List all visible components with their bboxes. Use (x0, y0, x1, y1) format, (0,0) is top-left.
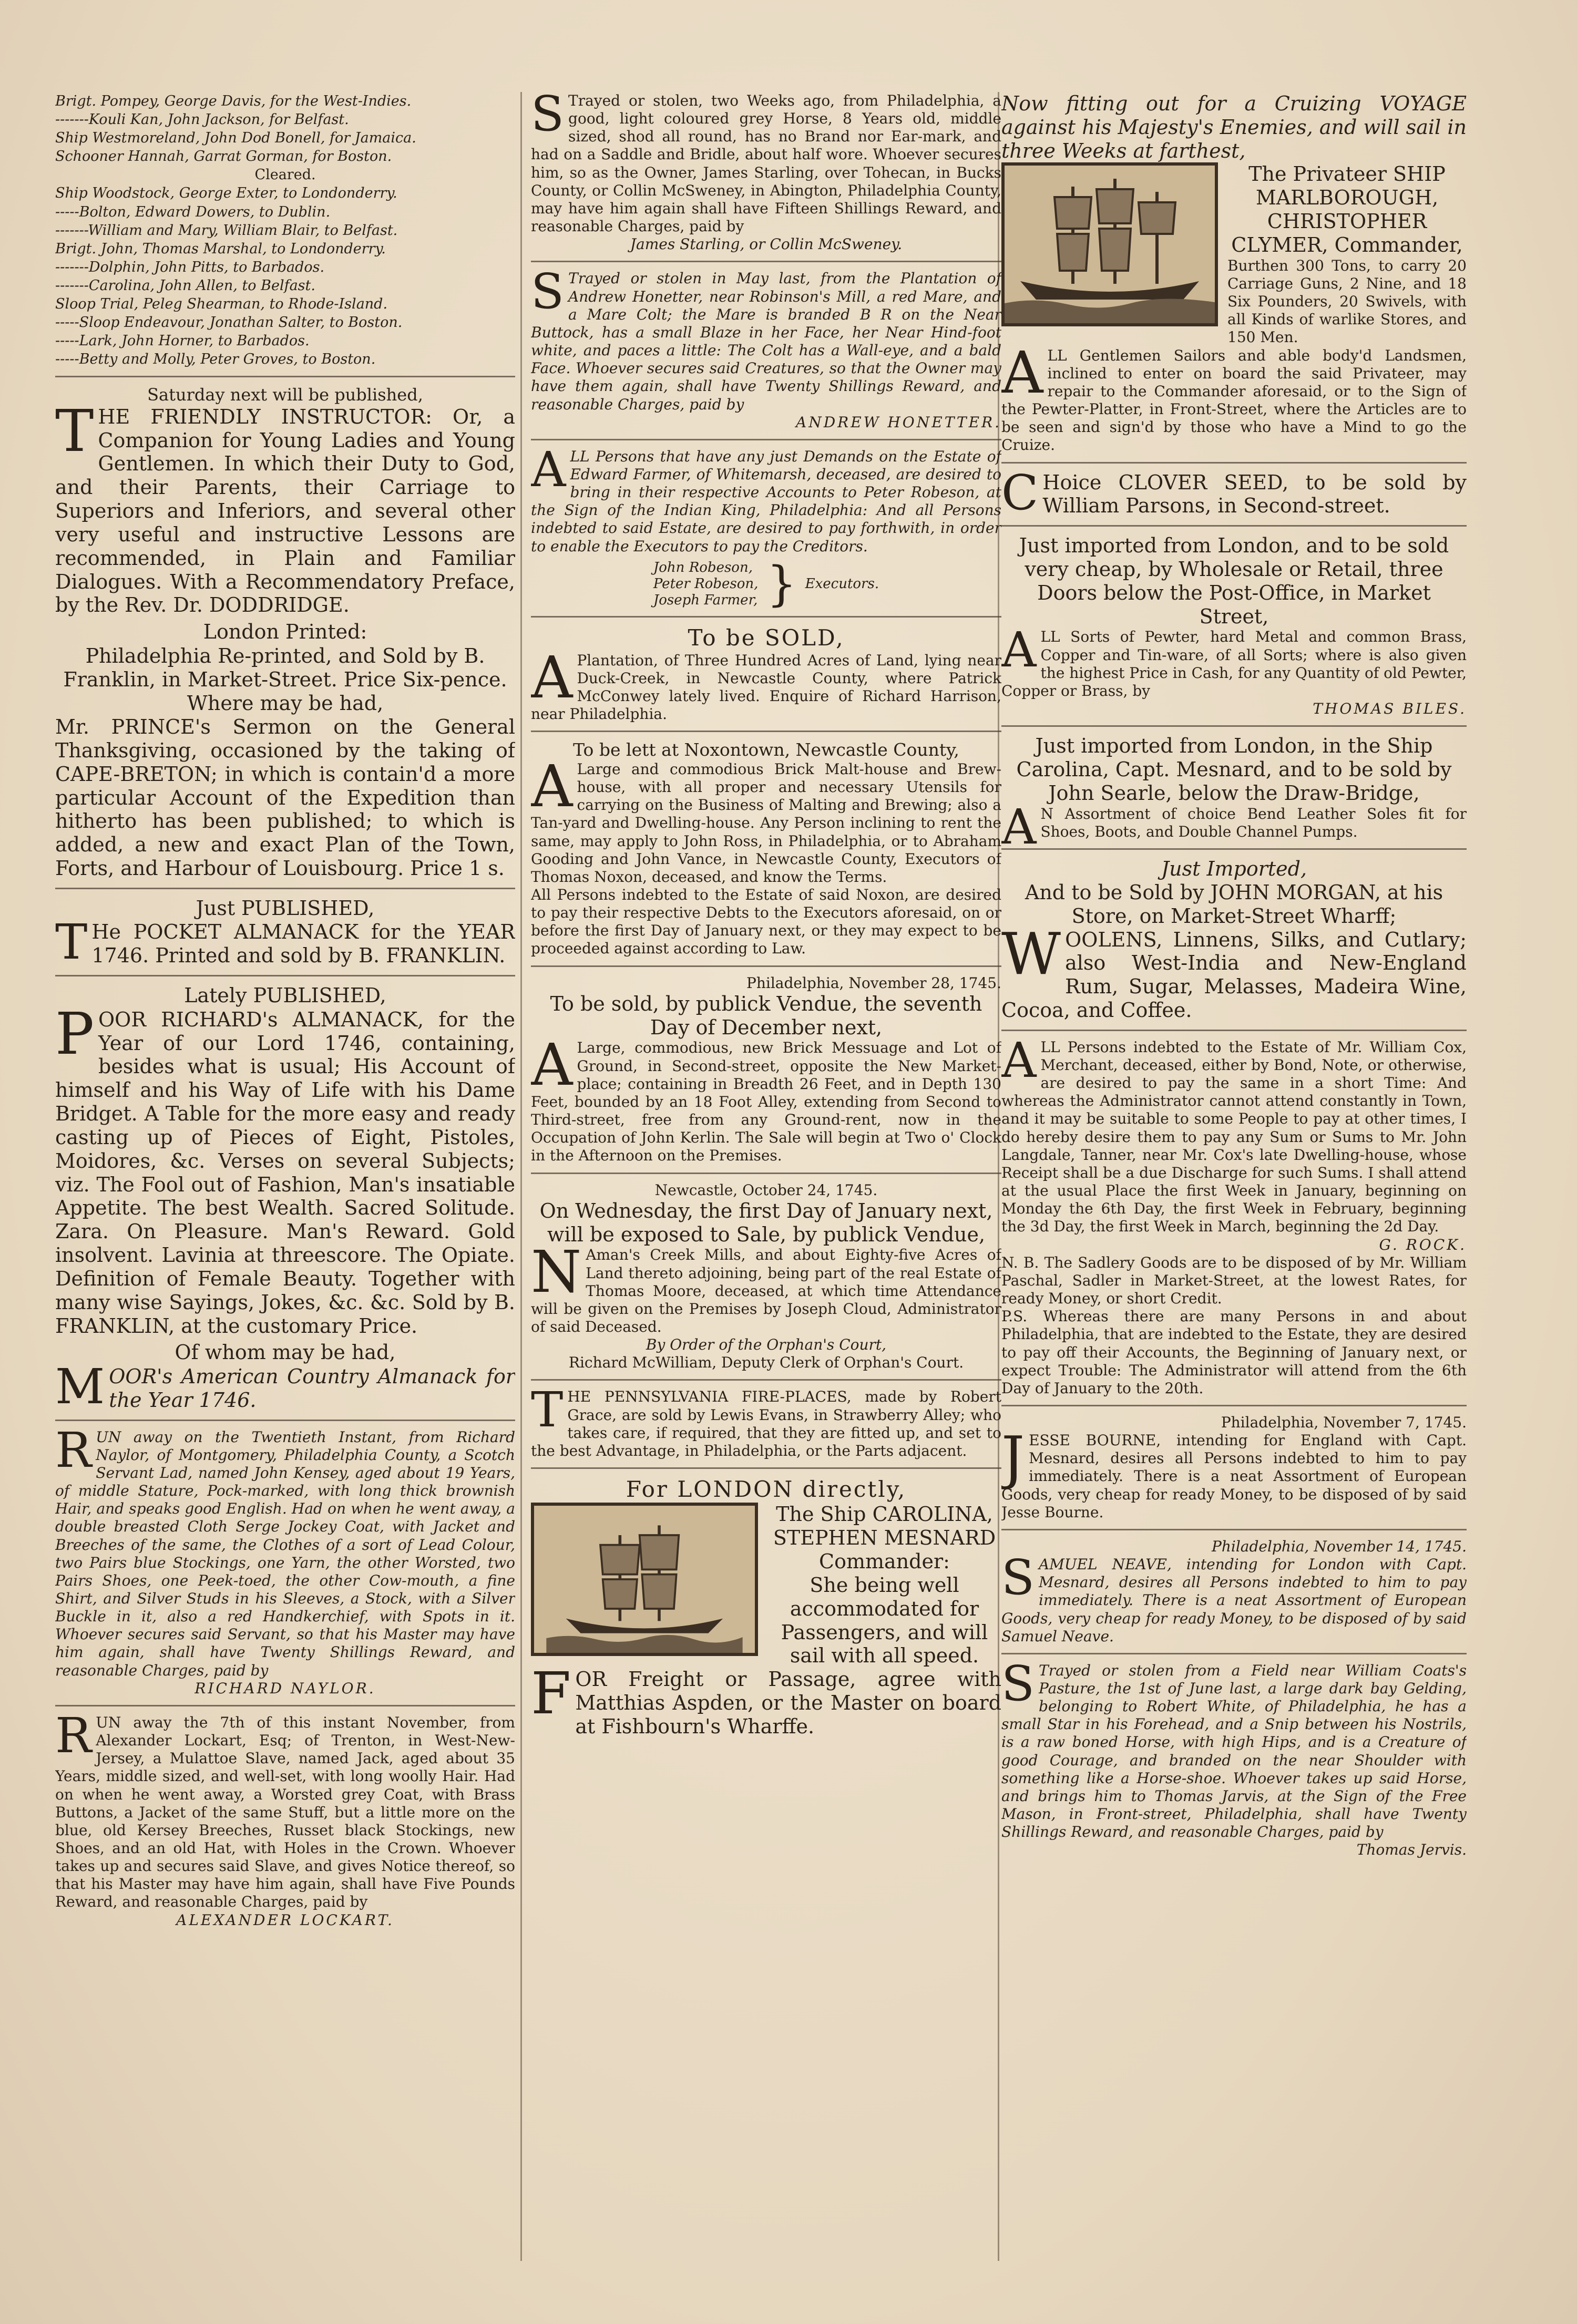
divider (1001, 848, 1467, 850)
divider (55, 1705, 515, 1706)
stolen-mare-ad (531, 263, 1001, 431)
freight-notice: OR Freight or Passage, agree with Matthias Aspden, or the Master on board at Fishbourn's Wharffe. (575, 1668, 1001, 1738)
ad-body: HE FRIENDLY INSTRUCTOR: Or, a Companion for Young Ladies and Young Gentlemen. In which their Duty to God, and their Parents, their Carriage to Superiors and Inferiors, and several other very useful and instructive Lessons are recommended, in Plain and Familiar Dialogues. With a Recommendatory Preface, by the Rev. Dr. DODDRIDGE. (55, 405, 515, 617)
noxon-notice: All Persons indebted to the Estate of said Noxon, are desired to pay their respective Debts to the Executors aforesaid, on or before the first Day of January next, or they may expect to be proceeded against according to Law. (531, 886, 1001, 958)
ad-body: ESSE BOURNE, intending for England with Capt. Mesnard, desires all Persons indebted to him to pay immediately. There is a neat Assortment of European Goods, very cheap for ready Money, to be disposed of by said Jesse Bourne. (1001, 1432, 1467, 1521)
drop-cap: A (531, 1031, 573, 1099)
for-london-heading: For LONDON directly, (626, 1476, 907, 1503)
executor-name: Peter Robeson, (653, 575, 759, 592)
ad-body: Burthen 300 Tons, to carry 20 Carriage Guns, 2 Nine, and 18 Six Pounders, 20 Swivels, with all Kinds of warlike Stores, and 150 Men. (1227, 256, 1467, 346)
shipping-entry: -------Kouli Kan, John Jackson, for Belfast. (55, 111, 349, 128)
shipping-entry: Brigt. John, Thomas Marshal, to Londonderry. (55, 240, 386, 257)
drop-cap: S (1001, 1655, 1035, 1712)
drop-cap: A (1001, 1032, 1037, 1088)
just-published: Just PUBLISHED, (196, 896, 375, 920)
drop-cap: A (1001, 798, 1037, 855)
dateline: Philadelphia, November 7, 1745. (1221, 1413, 1467, 1431)
privateer-illustration (1005, 166, 1215, 323)
drop-cap: A (531, 643, 573, 711)
divider (531, 616, 1001, 618)
ad-body: Plantation, of Three Hundred Acres of Land, lying near Duck-Creek, in Newcastle County, where Patrick McConwey lately lived. Enquire of Richard Harrison, near Philadelphia. (531, 651, 1001, 723)
ad-body: Trayed or stolen in May last, from the Plantation of Andrew Honetter, near Robinson's Mill, a red Mare, and a Mare Colt; the Mare is branded B R on the Near Buttock, has a small Blaze in her Face, her Near Hind-foot white, and paces a little: The Colt has a Wall-eye, and a bald Face. Whoever secures said Creatures, so that the Owner may have them again, shall have Twenty Shillings Reward, and reasonable Charges, paid by (531, 270, 1001, 413)
ship-illustration (534, 1506, 755, 1653)
column-2 (531, 92, 1001, 2261)
whom-had: Of whom may be had, (175, 1341, 396, 1364)
ad-body: N Assortment of choice Bend Leather Soles fit for Shoes, Boots, and Double Channel Pumps. (1040, 805, 1467, 840)
executors-block (531, 556, 1001, 612)
drop-cap: S (531, 263, 565, 320)
signature: ANDREW HONETTER. (796, 413, 1001, 431)
divider (55, 376, 515, 377)
drop-cap: W (1001, 920, 1061, 988)
divider (531, 1467, 1001, 1469)
drop-cap: S (531, 92, 565, 142)
ad-body: AMUEL NEAVE, intending for London with Capt. Mesnard, desires all Persons indebted to him to pay immediately. There is a neat Assortment of European Goods, very cheap for ready Money, to be disposed of by said Samuel Neave. (1001, 1556, 1467, 1645)
privateer-ad (1001, 162, 1467, 454)
dateline: Newcastle, October 24, 1745. (654, 1181, 878, 1199)
shipping-entry: -----Sloop Endeavour, Jonathan Salter, to Boston. (55, 314, 403, 331)
column-rule (520, 92, 522, 2261)
mills-ad (531, 1238, 1001, 1372)
woolens-ad (1001, 920, 1467, 1022)
just-imported: Just Imported, (1161, 857, 1307, 881)
ad-body: LL Sorts of Pewter, hard Metal and common Brass, Copper and Tin-ware, of all Sorts; where is also given the highest Price in Cash, for any Quantity of old Pewter, Copper or Brass, by (1001, 628, 1467, 700)
divider (531, 731, 1001, 732)
signature: THOMAS BILES. (1313, 700, 1467, 718)
drop-cap: A (1001, 338, 1043, 406)
divider (531, 261, 1001, 262)
drop-cap: M (55, 1358, 105, 1415)
executor-name: John Robeson, (653, 559, 753, 575)
leather-heading: Just imported from London, in the Ship Carolina, Capt. Mesnard, and to be sold by John Searle, below the Draw-Bridge, (1016, 734, 1452, 805)
divider (55, 1420, 515, 1421)
ad-body: He POCKET ALMANACK for the YEAR 1746. Printed and sold by B. FRANKLIN. (91, 920, 515, 968)
ad-body: HE PENNSYLVANIA FIRE-PLACES, made by Robert Grace, are sold by Lewis Evans, in Strawberry Alley; who takes care, if required, that they are fitted up, and set to the best Advantage, in Philadelphia, or the Parts adjacent. (531, 1388, 1001, 1459)
prince-sermon: Mr. PRINCE's Sermon on the General Thanksgiving, occasioned by the taking of CAPE-BRETON; in which is contain'd a more particular Account of the Expedition than hitherto has been published; to which is added, a new and exact Plan of the Town, Forts, and Harbour of Louisbourg. Price 1 s. (55, 715, 515, 880)
brick-messuage-ad (531, 1031, 1001, 1165)
signature: ALEXANDER LOCKART. (176, 1911, 394, 1929)
malt-house-ad (531, 752, 1001, 958)
runaway-servant-ad (55, 1422, 515, 1698)
drop-cap: A (531, 752, 573, 820)
divider (531, 1379, 1001, 1381)
divider (531, 1173, 1001, 1174)
london-printed: London Printed: (203, 620, 367, 644)
newcastle-heading: On Wednesday, the first Day of January next, will be exposed to Sale, by publick Vendue, (539, 1199, 993, 1246)
shipping-list (55, 92, 515, 368)
nota-bene: N. B. The Sadlery Goods are to be disposed of by Mr. William Paschal, Sadler in Market-Street, at the lowest Rates, for ready Money, or short Credit. (1001, 1253, 1467, 1308)
divider (55, 975, 515, 976)
lately-published: Lately PUBLISHED, (184, 984, 386, 1007)
ship-woodcut (531, 1503, 758, 1656)
drop-cap: A (531, 441, 566, 498)
fire-places-ad (531, 1382, 1001, 1460)
postscript: P.S. Whereas there are many Persons in and about Philadelphia, that are indebted to the Estate, they are desired to pay off their Accounts, the Beginning of January next, or expect Trouble: The Administrator will attend from the 6th Day of January to the 20th. (1001, 1308, 1467, 1397)
drop-cap: T (55, 397, 94, 465)
brace-glyph: } (766, 556, 797, 612)
drop-cap: F (531, 1660, 571, 1727)
executors-label: Executors. (805, 575, 879, 592)
drop-cap: S (1001, 1549, 1035, 1606)
ad-body: OOLENS, Linnens, Silks, and Cutlary; also West-India and New-England Rum, Sugar, Melasses, Madeira Wine, Cocoa, and Coffee. (1001, 928, 1467, 1022)
drop-cap: J (1001, 1424, 1025, 1492)
ad-body: Trayed or stolen, two Weeks ago, from Philadelphia, a good, light coloured grey Horse, 8 Years old, middle sized, shod all round, has no Brand nor Ear-mark, and had on a Saddle and Bridle, about half wore. Whoever secures him, so as the Owner, James Starling, over Tohecan, in Bucks County, or Collin McSweney, in Abington, Philadelphia County, may have him again shall have Fifteen Shillings Reward, and reasonable Charges, paid by (531, 92, 1001, 235)
farmer-estate-ad (531, 441, 1001, 612)
vendue-heading: To be sold, by publick Vendue, the seventh Day of December next, (550, 992, 982, 1039)
shipping-entry: -----Betty and Molly, Peter Groves, to Boston. (55, 351, 376, 368)
shipping-entry: Brigt. Pompey, George Davis, for the West-Indies. (55, 93, 412, 109)
divider (1001, 1529, 1467, 1530)
drop-cap: T (55, 914, 88, 971)
ship-name: The Ship CAROLINA, STEPHEN MESNARD Commander: (773, 1503, 996, 1574)
shipping-entry: Sloop Trial, Peleg Shearman, to Rhode-Island. (55, 296, 388, 313)
ad-body: Aman's Creek Mills, and about Eighty-five Acres of Land thereto adjoining, being part of the real Estate of Thomas Moore, deceased, at which time Attendance will be given on the Premises by Joseph Cloud, Administrator of said Deceased. (531, 1246, 1001, 1335)
divider (531, 965, 1001, 967)
divider (1001, 1653, 1467, 1654)
dateline: Philadelphia, November 28, 1745. (746, 974, 1001, 992)
bourne-ad (1001, 1424, 1467, 1521)
pewter-ad (1001, 622, 1467, 718)
executor-names (653, 560, 759, 609)
reprinted-line: Philadelphia Re-printed, and Sold by B. Franklin, in Market-Street. Price Six-pence. (63, 644, 507, 691)
pewter-heading: Just imported from London, and to be sold very cheap, by Wholesale or Retail, three Doors below the Post-Office, in Market Street, (1019, 534, 1449, 628)
cox-estate-ad (1001, 1032, 1467, 1397)
executor-name: Joseph Farmer, (653, 592, 758, 609)
signature: Thomas Jervis. (1356, 1841, 1467, 1859)
sailors-notice: LL Gentlemen Sailors and able body'd Landsmen, inclined to enter on board the said Privateer, may repair to the Commander aforesaid, or to the Sign of the Pewter-Platter, in Front-Street, where the Articles are to be seen and sign'd by those who have a Mind to go the Cruize. (1001, 346, 1467, 454)
ad-body: UN away the 7th of this instant November, from Alexander Lockart, Esq; of Trenton, in West-New-Jersey, a Mulattoe Slave, named Jack, aged about 35 Years, middle sized, and well-set, with long woolly Hair. Had on when he went away, a Worsted grey Coat, with Brass Buttons, a Jacket of the same Stuff, but a little more on the blue, old Kersey Breeches, Russet black Stockings, new Shoes, and an old Hat, with Holes in the Crown. Whoever takes up and secures said Slave, and gives Notice thereof, so that his Master may have him again, shall have Five Pounds Reward, and reasonable Charges, paid by (55, 1713, 515, 1911)
drop-cap: R (55, 1422, 92, 1478)
divider (1001, 462, 1467, 464)
divider (55, 888, 515, 889)
ad-body: She being well accommodated for Passengers, and will sail with all speed. (781, 1573, 988, 1668)
carolina-ad (531, 1503, 1001, 1738)
drop-cap: R (55, 1707, 92, 1764)
stolen-horse-ad (531, 92, 1001, 253)
divider (1001, 525, 1467, 527)
signature: James Starling, or Collin McSweney. (630, 235, 903, 253)
ad-body: LL Persons indebted to the Estate of Mr. William Cox, Merchant, deceased, either by Bond, Note, or otherwise, are desired to pay the same in a short Time: And whereas the Administrator cannot attend constantly in Town, and it may be suitable to some People to pay at other times, I do hereby desire them to pay any Sum or Sums to Mr. John Langdale, Tanner, near Mr. Cox's late Dwelling-house, whose Receipt shall be a due Discharge for such Sums. I shall attend at the usual Place the first Week in January, beginning on Monday the 6th Day, the first Week in February, beginning the 3d Day, the first Week in March, beginning the 2d Day. (1001, 1038, 1467, 1236)
divider (531, 439, 1001, 440)
friendly-instructor-ad (55, 397, 515, 617)
moor-almanack-ad (55, 1358, 515, 1415)
drop-cap: P (55, 1000, 95, 1067)
ship-woodcut (1001, 162, 1218, 326)
to-be-sold-heading: To be SOLD, (688, 625, 845, 651)
cruize-notice: Now fitting out for a Cruizing VOYAGE against his Majesty's Enemies, and will sail in three Weeks at farthest, (1001, 92, 1467, 162)
shipping-entry: -------Carolina, John Allen, to Belfast. (55, 277, 315, 294)
drop-cap: C (1001, 464, 1039, 521)
ad-body: UN away on the Twentieth Instant, from Richard Naylor, of Montgomery, Philadelphia County, a Scotch Servant Lad, named John Kensey, aged about 19 Years, of middle Stature, Pock-marked, with long thick brownish Hair, and speaks good English. Had on when he went away, a double breasted Cloth Serge Jockey Coat, with Jacket and Breeches of the same, the Clothes of a sort of Lead Colour, two Pairs blue Stockings, one Yarn, the other Worsted, two Pairs Shoes, one Peek-toed, the other Cow-mouth, a fine Shirt, and Silver Studs in his Sleeves, a Stock, with a Silver Buckle in it, also a red Handkerchief, with Spots in it. Whoever secures said Servant, so that his Master may have him again, shall have Twenty Shillings Reward, and reasonable Charges, paid by (55, 1428, 515, 1679)
leather-ad (1001, 798, 1467, 855)
neave-ad (1001, 1549, 1467, 1646)
column-1 (55, 92, 515, 2261)
runaway-slave-ad (55, 1707, 515, 1929)
shipping-entry: Ship Woodstock, George Exter, to Londonderry. (55, 185, 397, 202)
poor-richard-ad (55, 1000, 515, 1338)
ad-body: Hoice CLOVER SEED, to be sold by William Parsons, in Second-street. (1042, 470, 1467, 518)
drop-cap: N (531, 1238, 582, 1306)
divider (1001, 1405, 1467, 1406)
ad-body: Large, commodious, new Brick Messuage and Lot of Ground, in Second-street, opposite the New Market-place; containing in Breadth 26 Feet, and in Depth 130 Feet, bounded by an 18 Foot Alley, extending from Second to Third-street, free from any Ground-rent, now in the Occupation of John Kerlin. The Sale will begin at Two o' Clock in the Afternoon on the Premises. (531, 1039, 1001, 1165)
signature: RICHARD NAYLOR. (194, 1679, 376, 1697)
shipping-entry: Cleared. (254, 167, 316, 183)
orphan-court-order: By Order of the Orphan's Court, (646, 1336, 887, 1354)
ad-body: LL Persons that have any just Demands on the Estate of Edward Farmer, of Whitemarsh, deceased, are desired to bring in their respective Accounts to Peter Robeson, at the Sign of the Indian King, Philadelphia: And all Persons indebted to said Estate, are desired to pay forthwith, in order to enable the Executors to pay the Creditors. (531, 447, 1001, 555)
ad-body: Large and commodious Brick Malt-house and Brew-house, with all proper and necessary Utensils for carrying on the Business of Malting and Brewing; also a Tan-yard and Dwelling-house. Any Person inclining to rent the same, may apply to John Ross, in Philadelphia, or to Abraham Gooding and John Vance, in Newcastle County, Executors of Thomas Noxon, deceased, and know the Terms. (531, 760, 1001, 886)
signature: G. ROCK. (1379, 1236, 1467, 1253)
plantation-ad (531, 643, 1001, 724)
divider (1001, 725, 1467, 727)
column-3 (1001, 92, 1467, 2261)
pocket-almanack-ad (55, 914, 515, 971)
shipping-entry: -----Bolton, Edward Dowers, to Dublin. (55, 203, 331, 220)
ad-body: Trayed or stolen from a Field near William Coats's Pasture, the 1st of June last, a large dark bay Gelding, belonging to Robert White, of Philadelphia, he has a small Star in his Forehead, and a Snip between his Nostrils, is a raw boned Horse, with high Hips, and is a Creature of good Courage, and branded on the near Shoulder with something like a Horse-shoe. Whoever takes up said Horse, and brings him to Thomas Jarvis, at the Sign of the Free Mason, in Front-street, Philadelphia, shall have Twenty Shillings Reward, and reasonable Charges, paid by (1001, 1661, 1467, 1841)
divider (1001, 1030, 1467, 1031)
shipping-entry: -----Lark, John Horner, to Barbados. (55, 333, 310, 349)
dateline: Philadelphia, November 14, 1745. (1212, 1537, 1467, 1555)
shipping-entry: Ship Westmoreland, John Dod Bonell, for Jamaica. (55, 130, 416, 147)
clover-seed-ad (1001, 464, 1467, 521)
ad-body: OOR RICHARD's ALMANACK, for the Year of our Lord 1746, containing, besides what is usual; His Account of himself and his Way of Life with his Dame Bridget. A Table for the more easy and ready casting up of Pieces of Eight, Pistoles, Moidores, &c. Verses on several Subjects; viz. The Fool out of Fashion, Man's insatiable Appetite. The best Wealth. Sacred Solitude. Zara. On Pleasure. Man's Reward. Gold insolvent. Lavinia at threescore. The Opiate. Definition of Female Beauty. Together with many wise Sayings, Jokes, &c. &c. Sold by B. FRANKLIN, at the customary Price. (55, 1007, 515, 1338)
drop-cap: A (1001, 622, 1037, 678)
instructor-notice: Saturday next will be published, (147, 385, 423, 405)
drop-cap: T (531, 1382, 564, 1438)
shipping-entry: -------Dolphin, John Pitts, to Barbados. (55, 259, 325, 275)
privateer-name: The Privateer SHIP MARLBOROUGH, CHRISTOPHER CLYMER, Commander, (1231, 162, 1463, 256)
ad-body: OOR's American Country Almanack for the Year 1746. (109, 1364, 515, 1412)
where-had: Where may be had, (187, 691, 384, 715)
morgan-heading: And to be Sold by JOHN MORGAN, at his Store, on Market-Street Wharff; (1025, 880, 1443, 928)
shipping-entry: Schooner Hannah, Garrat Gorman, for Boston. (55, 148, 392, 165)
stolen-gelding-ad (1001, 1655, 1467, 1859)
to-be-lett-heading: To be lett at Noxontown, Newcastle County, (573, 739, 959, 760)
orphan-court-clerk: Richard McWilliam, Deputy Clerk of Orphan's Court. (568, 1354, 964, 1372)
shipping-entry: -------William and Mary, William Blair, to Belfast. (55, 222, 398, 239)
